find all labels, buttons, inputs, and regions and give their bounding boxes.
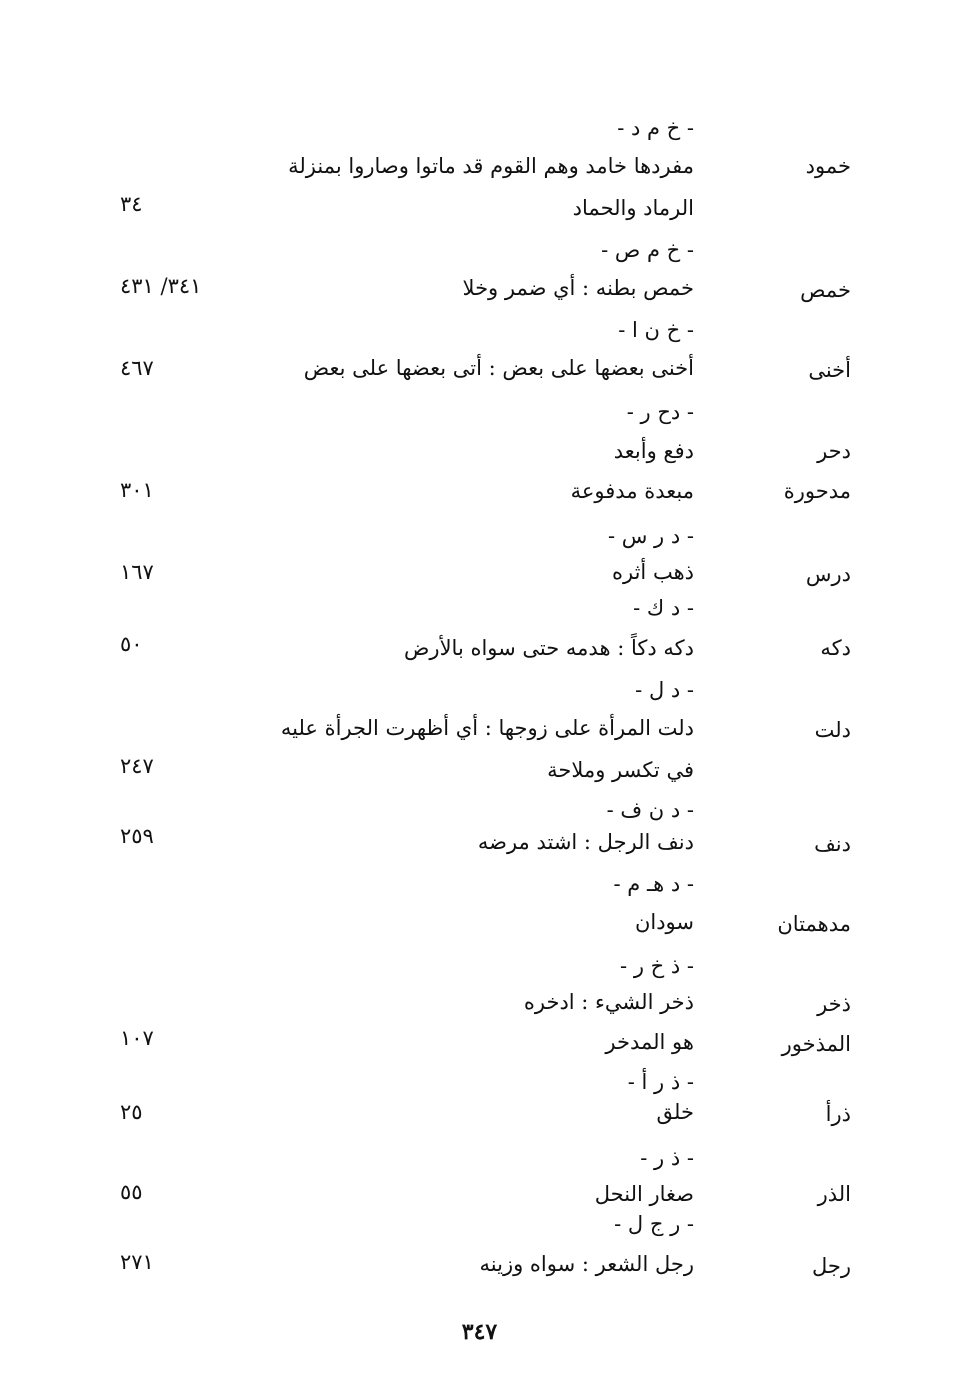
entry-word: المذخور [781,1032,851,1056]
root-heading: - د ك - [633,596,694,620]
root-heading: - د ل - [635,678,694,702]
entry-gloss: أخنى بعضها على بعض : أتى بعضها على بعض [303,356,694,380]
entry-word: دنف [814,832,851,856]
entry-gloss: دكه دكاً : هدمه حتى سواه بالأرض [404,636,694,660]
entry-gloss: دفع وأبعد [613,439,694,463]
entry-gloss: خمص بطنه : أي ضمر وخلا [462,276,694,300]
root-heading: - خ م د - [617,116,694,140]
root-heading: - خ ن ا - [618,318,694,342]
entry-word: مدحورة [783,479,851,503]
entry-gloss: خلق [656,1100,694,1124]
page-number: ٣٤٧ [461,1319,498,1345]
entry-gloss: هو المدخر [605,1030,694,1054]
entry-gloss: مبعدة مدفوعة [570,479,694,503]
page-reference: ٢٧١ [120,1250,154,1274]
root-heading: - ر ج ل - [614,1212,694,1236]
entry-word: دحر [817,439,851,463]
entry-word: خمص [800,278,851,302]
page-reference: ٢٤٧ [120,754,154,778]
entry-word: خمود [805,154,851,178]
page-reference: ١٦٧ [120,560,154,584]
entry-word: دلت [814,718,851,742]
page-reference: ٤٦٧ [120,356,154,380]
root-heading: - خ م ص - [601,238,694,262]
entry-word: مدهمتان [777,912,851,936]
entry-gloss: في تكسر وملاحة [547,758,694,782]
entry-word: درس [805,562,851,586]
entry-gloss: سودان [634,910,694,934]
root-heading: - دح ر - [626,400,694,424]
root-heading: - د ن ف - [606,798,694,822]
page-reference: ٥٥ [120,1180,143,1204]
entry-word: دكه [820,636,851,660]
entry-word: ذخر [817,992,851,1016]
page-reference: ٣٤١/ ٤٣١ [120,274,202,298]
entry-gloss: ذخر الشيء : ادخره [523,990,694,1014]
entry-word: الذر [817,1182,851,1206]
entry-gloss: ذهب أثره [612,560,694,584]
entry-word: أخنى [808,358,851,382]
root-heading: - ذ ر أ - [627,1070,694,1094]
entry-gloss: الرماد والحماد [572,196,694,220]
page-reference: ١٠٧ [120,1026,154,1050]
entry-gloss: رجل الشعر : سواه وزينه [479,1252,694,1276]
root-heading: - د ر س - [607,524,694,548]
entry-gloss: مفردها خامد وهم القوم قد ماتوا وصاروا بمنزلة [288,154,694,178]
page-reference: ٢٥٩ [120,824,154,848]
page-reference: ٢٥ [120,1100,143,1124]
root-heading: - ذ ر - [640,1146,694,1170]
page-reference: ٣٤ [120,192,143,216]
entry-word: رجل [811,1254,851,1278]
page-reference: ٣٠١ [120,478,154,502]
entry-gloss: دنف الرجل : اشتد مرضه [477,830,694,854]
entry-gloss: دلت المرأة على زوجها : أي أظهرت الجرأة عليه [280,716,694,740]
entry-gloss: صغار النحل [594,1182,694,1206]
root-heading: - ذ خ ر - [620,954,694,978]
page-reference: ٥٠ [120,632,143,656]
entry-word: ذرأ [825,1102,851,1126]
root-heading: - د هـ م - [613,872,694,896]
